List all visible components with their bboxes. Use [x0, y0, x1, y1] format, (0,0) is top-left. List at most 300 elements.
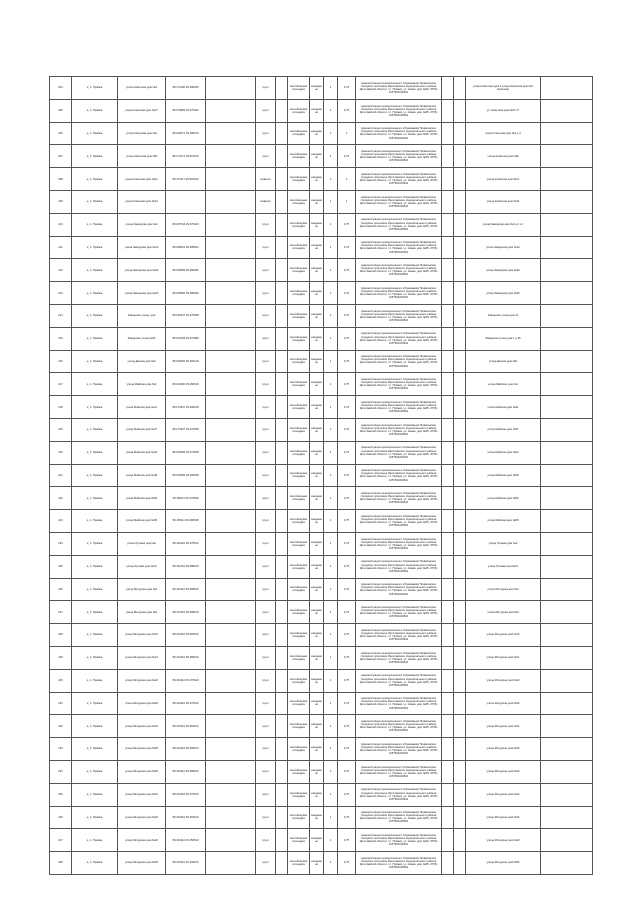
row-empty [276, 669, 288, 692]
row-served-address: улица Мичурина дом №15 [466, 624, 541, 647]
row-purpose: контейнерная площадка [288, 122, 310, 145]
row-surface: грунт [256, 510, 276, 533]
row-surface: грунт [256, 282, 276, 305]
row-surface: грунт [256, 532, 276, 555]
row-empty [541, 99, 593, 122]
row-container-volume: 0,75 [338, 213, 356, 236]
row-empty [276, 327, 288, 350]
row-owner: Администрация муниципального образования Прямкинское городское поселение Ярославского муниципального района Ярославской области, г.п. Прямка, ул. Новая, дом №25, ОГРН 1057601002811 [356, 304, 442, 327]
row-locality: д. п. Прямка [72, 99, 118, 122]
row-purpose: контейнерная площадка [288, 829, 310, 852]
row-street: улица Майская дом №48 [118, 464, 166, 487]
row-surface: грунт [256, 236, 276, 259]
row-empty [276, 510, 288, 533]
row-empty [276, 555, 288, 578]
row-purpose: контейнерная площадка [288, 99, 310, 122]
table-row [50, 236, 593, 259]
row-purpose: контейнерная площадка [288, 350, 310, 373]
table-row [50, 806, 593, 829]
row-empty [442, 99, 454, 122]
row-frequency: ежедневно [310, 806, 324, 829]
row-coordinates: 58.165111 39.496638 [166, 510, 206, 533]
row-coordinates: 58.172471 39.501919 [166, 145, 206, 168]
row-empty [206, 510, 256, 533]
row-served-address: улица Кометная дом №21 [466, 168, 541, 191]
row-street: улица Мичурина дом №23 [118, 669, 166, 692]
row-coordinates: 58.162110 39.468610 [166, 578, 206, 601]
row-frequency: ежедневно [310, 464, 324, 487]
row-empty [541, 760, 593, 783]
table-row [50, 783, 593, 806]
row-container-count: 1 [324, 396, 338, 419]
row-container-volume: 0,75 [338, 601, 356, 624]
row-container-volume: 0,75 [338, 350, 356, 373]
row-coordinates: 58.163110 39.496610 [166, 738, 206, 761]
row-container-count: 1 [324, 669, 338, 692]
row-container-volume: 0,75 [338, 487, 356, 510]
row-owner: Администрация муниципального образования Прямкинское городское поселение Ярославского муниципального района Ярославской области, г.п. Прямка, ул. Новая, дом №25, ОГРН 1057601002811 [356, 213, 442, 236]
row-purpose: контейнерная площадка [288, 213, 310, 236]
row-empty [442, 236, 454, 259]
row-empty [442, 77, 454, 100]
row-coordinates: 58.163684 39.496638 [166, 464, 206, 487]
row-surface: грунт [256, 464, 276, 487]
row-street: улица Заводская дом №22 [118, 259, 166, 282]
row-empty [206, 555, 256, 578]
row-container-count: 1 [324, 578, 338, 601]
row-empty [454, 350, 466, 373]
row-purpose: контейнерная площадка [288, 259, 310, 282]
row-empty [276, 487, 288, 510]
row-container-count: 1 [324, 555, 338, 578]
row-locality: д. п. Прямка [72, 168, 118, 191]
row-surface: грунт [256, 646, 276, 669]
row-empty [541, 213, 593, 236]
row-purpose: контейнерная площадка [288, 669, 310, 692]
row-empty [541, 236, 593, 259]
row-locality: д. п. Прямка [72, 532, 118, 555]
row-frequency: ежедневно [310, 213, 324, 236]
row-container-volume: 0,75 [338, 145, 356, 168]
row-empty [276, 715, 288, 738]
row-number: 225 [50, 555, 72, 578]
row-owner: Администрация муниципального образования Прямкинское городское поселение Ярославского муниципального района Ярославской области, г.п. Прямка, ул. Новая, дом №25, ОГРН 1057601002811 [356, 168, 442, 191]
row-coordinates: 58.163110 39.486610 [166, 760, 206, 783]
row-coordinates: 58.172110 39.488610 [166, 601, 206, 624]
row-surface: грунт [256, 213, 276, 236]
row-frequency: ежедневно [310, 190, 324, 213]
row-empty [454, 783, 466, 806]
row-empty [541, 190, 593, 213]
row-street: улица Луговая дом №2 [118, 532, 166, 555]
row-empty [206, 806, 256, 829]
row-locality: д. п. Прямка [72, 418, 118, 441]
row-street: улица Кометная дом №4 [118, 77, 166, 100]
row-purpose: контейнерная площадка [288, 555, 310, 578]
row-served-address: улица Мичурина дом №9 [466, 601, 541, 624]
row-empty [541, 669, 593, 692]
row-empty [206, 213, 256, 236]
row-surface: асфальт [256, 168, 276, 191]
row-locality: д. п. Прямка [72, 715, 118, 738]
row-empty [206, 327, 256, 350]
row-container-volume: 0,75 [338, 441, 356, 464]
row-empty [442, 783, 454, 806]
row-frequency: ежедневно [310, 441, 324, 464]
row-empty [206, 464, 256, 487]
row-served-address: улица Мичурина дом №21 [466, 646, 541, 669]
row-container-count: 1 [324, 418, 338, 441]
row-locality: д. п. Прямка [72, 669, 118, 692]
row-served-address: улица Кометная дом №4 д 4 [466, 122, 541, 145]
row-number: 230 [50, 669, 72, 692]
row-empty [276, 213, 288, 236]
row-container-count: 1 [324, 441, 338, 464]
row-container-count: 1 [324, 715, 338, 738]
row-number: 220 [50, 441, 72, 464]
row-empty [206, 236, 256, 259]
row-frequency: ежедневно [310, 350, 324, 373]
row-coordinates: 58.162110 39.478610 [166, 532, 206, 555]
row-street: улица Мичурина дом №34 [118, 715, 166, 738]
row-surface: грунт [256, 418, 276, 441]
row-street: улица Кометная дом №21 [118, 168, 166, 191]
row-served-address: улица Майская дом №48 [466, 464, 541, 487]
row-surface: грунт [256, 738, 276, 761]
row-surface: асфальт [256, 190, 276, 213]
row-owner: Администрация муниципального образования Прямкинское городское поселение Ярославского муниципального района Ярославской области, г.п. Прямка, ул. Новая, дом №25, ОГРН 1057601002811 [356, 783, 442, 806]
row-locality: д. п. Прямка [72, 77, 118, 100]
row-empty [442, 692, 454, 715]
table-row [50, 99, 593, 122]
row-owner: Администрация муниципального образования Прямкинское городское поселение Ярославского муниципального района Ярославской области, г.п. Прямка, ул. Новая, дом №25, ОГРН 1057601002811 [356, 852, 442, 875]
row-number: 212 [50, 259, 72, 282]
row-coordinates: 58.160337 39.476638 [166, 304, 206, 327]
row-container-count: 1 [324, 510, 338, 533]
table-row [50, 669, 593, 692]
row-owner: Администрация муниципального образования Прямкинское городское поселение Ярославского муниципального района Ярославской области, г.п. Прямка, ул. Новая, дом №25, ОГРН 1057601002811 [356, 122, 442, 145]
table-row [50, 168, 593, 191]
row-empty [454, 738, 466, 761]
register-table [49, 76, 593, 875]
row-purpose: контейнерная площадка [288, 168, 310, 191]
row-frequency: ежедневно [310, 168, 324, 191]
row-purpose: контейнерная площадка [288, 464, 310, 487]
row-empty [442, 578, 454, 601]
row-purpose: контейнерная площадка [288, 418, 310, 441]
row-served-address: улица Кометная дом 4 улица Кометная дом №4 Кометная [466, 77, 541, 100]
row-container-volume: 0,75 [338, 646, 356, 669]
row-coordinates: 58.166883 39.489460 [166, 259, 206, 282]
table-row [50, 282, 593, 305]
row-street: Заводская улица №25 [118, 327, 166, 350]
row-purpose: контейнерная площадка [288, 738, 310, 761]
row-street: улица Кометная дом №4 [118, 122, 166, 145]
row-empty [454, 122, 466, 145]
row-frequency: ежедневно [310, 852, 324, 875]
row-frequency: ежедневно [310, 122, 324, 145]
table-row [50, 555, 593, 578]
row-empty [276, 236, 288, 259]
row-empty [541, 441, 593, 464]
row-served-address: улица Мичурина дом №53 [466, 852, 541, 875]
row-purpose: контейнерная площадка [288, 304, 310, 327]
row-served-address: улица Кометная дом №22 [466, 190, 541, 213]
row-empty [442, 487, 454, 510]
row-number: 208 [50, 168, 72, 191]
row-container-volume: 0,75 [338, 738, 356, 761]
row-number: 209 [50, 190, 72, 213]
row-number: 219 [50, 418, 72, 441]
row-frequency: ежедневно [310, 624, 324, 647]
row-container-volume: 0,75 [338, 510, 356, 533]
row-number: 206 [50, 122, 72, 145]
row-container-count: 1 [324, 282, 338, 305]
row-frequency: ежедневно [310, 418, 324, 441]
row-container-volume: 0,75 [338, 327, 356, 350]
row-empty [454, 852, 466, 875]
row-locality: д. п. Прямка [72, 806, 118, 829]
row-frequency: ежедневно [310, 145, 324, 168]
row-surface: грунт [256, 829, 276, 852]
row-container-volume: 0,75 [338, 259, 356, 282]
row-empty [541, 396, 593, 419]
table-row [50, 829, 593, 852]
row-empty [454, 213, 466, 236]
row-served-address: улица Мичурина дом №49 [466, 829, 541, 852]
row-empty [541, 350, 593, 373]
row-empty [442, 852, 454, 875]
row-empty [442, 715, 454, 738]
row-empty [276, 418, 288, 441]
row-surface: грунт [256, 601, 276, 624]
row-number: 204 [50, 77, 72, 100]
row-empty [541, 738, 593, 761]
row-street: улица Кометная дом №27 [118, 99, 166, 122]
row-container-count: 1 [324, 624, 338, 647]
row-number: 227 [50, 601, 72, 624]
row-frequency: ежедневно [310, 692, 324, 715]
row-container-volume: 0,75 [338, 304, 356, 327]
table-row [50, 715, 593, 738]
row-coordinates: 58.173337 39.476638 [166, 418, 206, 441]
row-street: улица Мичурина дом №2 [118, 578, 166, 601]
row-street: улица Мичурина дом №49 [118, 829, 166, 852]
row-coordinates: 58.173337 39.490108 [166, 396, 206, 419]
row-empty [206, 122, 256, 145]
row-street: улица Мичурина дом №21 [118, 646, 166, 669]
row-locality: д. п. Прямка [72, 327, 118, 350]
row-served-address: улица Заводская дом №10 [466, 236, 541, 259]
row-empty [276, 122, 288, 145]
row-served-address: улица Заводская дом №22 [466, 259, 541, 282]
row-empty [454, 373, 466, 396]
row-locality: д. п. Прямка [72, 464, 118, 487]
row-coordinates: 58.170856 39.476420 [166, 99, 206, 122]
row-number: 205 [50, 99, 72, 122]
row-number: 224 [50, 532, 72, 555]
row-frequency: ежедневно [310, 282, 324, 305]
row-empty [454, 760, 466, 783]
row-surface: грунт [256, 555, 276, 578]
row-empty [206, 418, 256, 441]
row-container-volume: 0,75 [338, 715, 356, 738]
row-owner: Администрация муниципального образования Прямкинское городское поселение Ярославского муниципального района Ярославской области, г.п. Прямка, ул. Новая, дом №25, ОГРН 1057601002811 [356, 669, 442, 692]
row-served-address: улица Мичурина дом №40 [466, 760, 541, 783]
row-number: 228 [50, 624, 72, 647]
row-owner: Администрация муниципального образования Прямкинское городское поселение Ярославского муниципального района Ярославской области, г.п. Прямка, ул. Новая, дом №25, ОГРН 1057601002811 [356, 77, 442, 100]
row-empty [454, 77, 466, 100]
row-owner: Администрация муниципального образования Прямкинское городское поселение Ярославского муниципального района Ярославской области, г.п. Прямка, ул. Новая, дом №25, ОГРН 1057601002811 [356, 578, 442, 601]
row-purpose: контейнерная площадка [288, 327, 310, 350]
row-empty [442, 213, 454, 236]
row-empty [206, 532, 256, 555]
row-surface: грунт [256, 715, 276, 738]
table-row [50, 259, 593, 282]
row-street: улица Луговая дом №10 [118, 555, 166, 578]
row-locality: д. п. Прямка [72, 236, 118, 259]
row-empty [276, 99, 288, 122]
row-locality: д. п. Прямка [72, 304, 118, 327]
row-empty [276, 190, 288, 213]
row-owner: Администрация муниципального образования Прямкинское городское поселение Ярославского муниципального района Ярославской области, г.п. Прямка, ул. Новая, дом №25, ОГРН 1057601002811 [356, 555, 442, 578]
table-row [50, 692, 593, 715]
row-number: 232 [50, 715, 72, 738]
row-served-address: улица Дачная дом №9 [466, 350, 541, 373]
row-empty [541, 168, 593, 191]
row-street: улица Мичурина дом №9 [118, 601, 166, 624]
row-container-count: 1 [324, 806, 338, 829]
row-empty [442, 555, 454, 578]
row-owner: Администрация муниципального образования Прямкинское городское поселение Ярославского муниципального района Ярославской области, г.п. Прямка, ул. Новая, дом №25, ОГРН 1057601002811 [356, 464, 442, 487]
row-purpose: контейнерная площадка [288, 532, 310, 555]
row-empty [541, 532, 593, 555]
table-row [50, 441, 593, 464]
row-empty [541, 145, 593, 168]
row-container-volume: 0,75 [338, 760, 356, 783]
row-street: улица Мичурина дом №46 [118, 806, 166, 829]
row-street: улица Мичурина дом №30 [118, 692, 166, 715]
row-frequency: ежедневно [310, 738, 324, 761]
row-empty [454, 282, 466, 305]
row-surface: грунт [256, 760, 276, 783]
row-empty [541, 646, 593, 669]
row-surface: грунт [256, 692, 276, 715]
row-number: 229 [50, 646, 72, 669]
row-purpose: контейнерная площадка [288, 601, 310, 624]
row-empty [276, 259, 288, 282]
row-served-address: улица Луговая дом №10 [466, 555, 541, 578]
row-locality: д. п. Прямка [72, 555, 118, 578]
row-container-count: 1 [324, 852, 338, 875]
row-served-address: улица Кометная дом №8 [466, 145, 541, 168]
row-empty [276, 738, 288, 761]
row-empty [442, 464, 454, 487]
row-empty [454, 646, 466, 669]
row-empty [454, 236, 466, 259]
row-empty [442, 327, 454, 350]
row-empty [541, 373, 593, 396]
row-empty [442, 350, 454, 373]
row-locality: д. п. Прямка [72, 350, 118, 373]
row-number: 211 [50, 236, 72, 259]
row-owner: Администрация муниципального образования Прямкинское городское поселение Ярославского муниципального района Ярославской области, г.п. Прямка, ул. Новая, дом №25, ОГРН 1057601002811 [356, 510, 442, 533]
row-locality: д. п. Прямка [72, 213, 118, 236]
table-row [50, 145, 593, 168]
row-frequency: ежедневно [310, 715, 324, 738]
row-empty [454, 304, 466, 327]
row-container-count: 1 [324, 213, 338, 236]
row-surface: грунт [256, 783, 276, 806]
row-number: 214 [50, 304, 72, 327]
row-container-volume: 0,75 [338, 578, 356, 601]
row-frequency: ежедневно [310, 578, 324, 601]
row-owner: Администрация муниципального образования Прямкинское городское поселение Ярославского муниципального района Ярославской области, г.п. Прямка, ул. Новая, дом №25, ОГРН 1057601002811 [356, 738, 442, 761]
row-empty [442, 168, 454, 191]
table-row [50, 77, 593, 100]
row-coordinates: 58.163110 39.466610 [166, 806, 206, 829]
row-surface: грунт [256, 624, 276, 647]
row-street: улица Заводская дом №10 [118, 236, 166, 259]
row-coordinates: 58.163110 39.476610 [166, 692, 206, 715]
row-served-address: улица Майская дом №37 [466, 418, 541, 441]
row-container-count: 1 [324, 259, 338, 282]
row-container-count: 1 [324, 145, 338, 168]
row-empty [454, 715, 466, 738]
row-container-count: 1 [324, 532, 338, 555]
row-street: улица Майская дом №4 [118, 373, 166, 396]
row-empty [276, 464, 288, 487]
table-row [50, 738, 593, 761]
row-coordinates: 58.164209 39.476088 [166, 327, 206, 350]
row-surface: грунт [256, 669, 276, 692]
row-served-address: улица Луговая дом №2 [466, 532, 541, 555]
row-empty [454, 669, 466, 692]
row-empty [442, 738, 454, 761]
row-number: 235 [50, 783, 72, 806]
row-container-volume: 0,75 [338, 692, 356, 715]
row-served-address: улица Мичурина дом №34 [466, 715, 541, 738]
row-served-address: улица Майская дом №4 [466, 373, 541, 396]
row-owner: Администрация муниципального образования Прямкинское городское поселение Ярославского муниципального района Ярославской области, г.п. Прямка, ул. Новая, дом №25, ОГРН 1057601002811 [356, 350, 442, 373]
row-frequency: ежедневно [310, 304, 324, 327]
row-owner: Администрация муниципального образования Прямкинское городское поселение Ярославского муниципального района Ярославской области, г.п. Прямка, ул. Новая, дом №25, ОГРН 1057601002811 [356, 418, 442, 441]
row-surface: грунт [256, 122, 276, 145]
row-empty [206, 350, 256, 373]
row-owner: Администрация муниципального образования Прямкинское городское поселение Ярославского муниципального района Ярославской области, г.п. Прямка, ул. Новая, дом №25, ОГРН 1057601002811 [356, 532, 442, 555]
row-owner: Администрация муниципального образования Прямкинское городское поселение Ярославского муниципального района Ярославской области, г.п. Прямка, ул. Новая, дом №25, ОГРН 1057601002811 [356, 145, 442, 168]
row-coordinates: 58.166860 39.489460 [166, 282, 206, 305]
row-number: 215 [50, 327, 72, 350]
row-surface: грунт [256, 373, 276, 396]
row-owner: Администрация муниципального образования Прямкинское городское поселение Ярославского муниципального района Ярославской области, г.п. Прямка, ул. Новая, дом №25, ОГРН 1057601002811 [356, 373, 442, 396]
row-purpose: контейнерная площадка [288, 692, 310, 715]
row-purpose: контейнерная площадка [288, 145, 310, 168]
row-surface: грунт [256, 145, 276, 168]
row-empty [454, 555, 466, 578]
row-empty [442, 624, 454, 647]
row-number: 217 [50, 373, 72, 396]
row-surface: грунт [256, 396, 276, 419]
row-street: улица Мичурина дом №15 [118, 624, 166, 647]
row-empty [276, 168, 288, 191]
row-container-volume: 0,75 [338, 373, 356, 396]
row-empty [442, 829, 454, 852]
row-street: улица Мичурина дом №53 [118, 852, 166, 875]
row-empty [442, 145, 454, 168]
row-frequency: ежедневно [310, 646, 324, 669]
row-empty [276, 692, 288, 715]
